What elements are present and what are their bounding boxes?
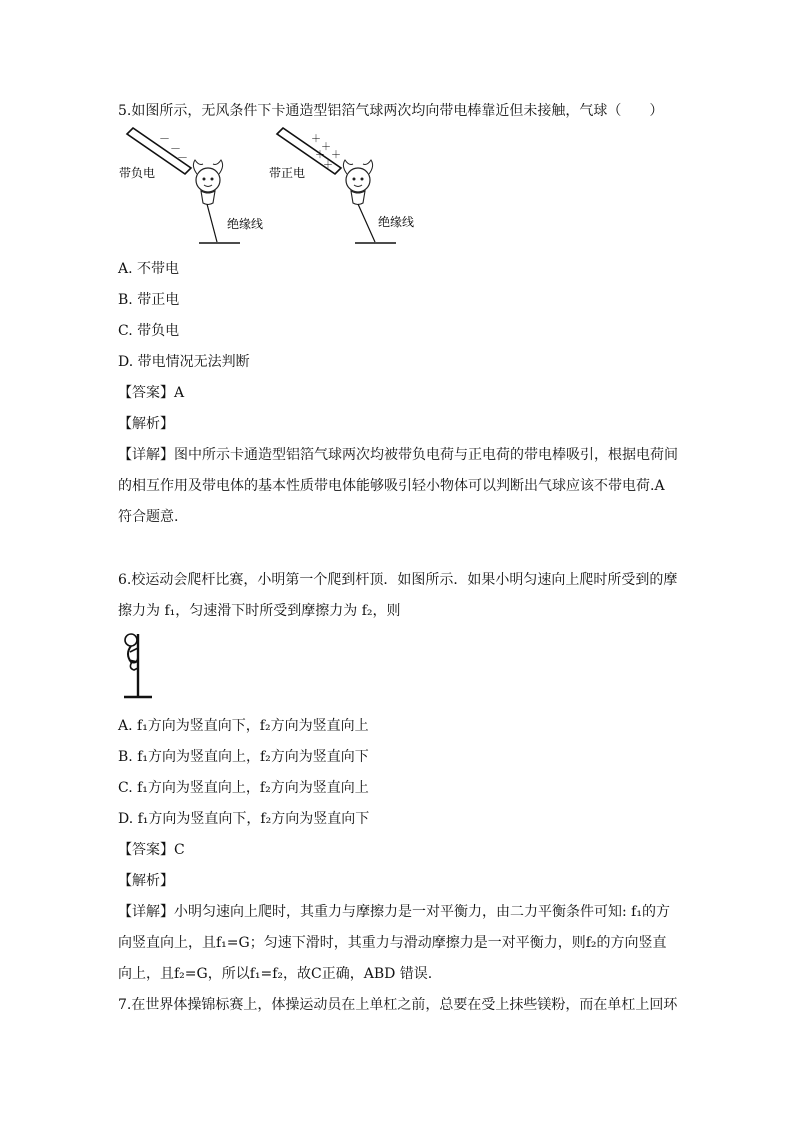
right-rod-label: 带正电 [269, 166, 306, 180]
pole-climber-svg [118, 630, 158, 702]
neg-sign-3: － [177, 151, 188, 164]
pos-sign-3: ＋ [331, 150, 341, 161]
q5-stem: 5.如图所示，无风条件下卡通造型铝箔气球两次均向带电棒靠近但未接触，气球（ ） [118, 103, 664, 119]
q6-detail-line-1: 【详解】小明匀速向上爬时，其重力与摩擦力是一对平衡力，由二力平衡条件可知: f₁的方 [118, 904, 670, 920]
balloon-character-left [193, 160, 222, 205]
q6-option-d: D. f₁方向为竖直向下，f₂方向为竖直向下 [118, 811, 370, 827]
q5-figure [115, 124, 435, 248]
q6-option-c: C. f₁方向为竖直向上，f₂方向为竖直向上 [118, 780, 369, 796]
q7-stem-line: 7.在世界体操锦标赛上，体操运动员在上单杠之前，总要在受上抹些镁粉，而在单杠上回环 [118, 997, 678, 1013]
pos-sign-1: ＋ [311, 134, 321, 145]
pos-sign-4: ＋ [315, 150, 325, 161]
thread-label-right: 绝缘线 [378, 215, 415, 229]
neg-sign-1: － [159, 132, 170, 145]
q5-option-b: B. 带正电 [118, 292, 180, 308]
q6-detail-line-2: 向竖直向上，且f₁=G；匀速下滑时，其重力与滑动摩擦力是一对平衡力，则f₂的方向竖直 [118, 935, 667, 951]
q6-stem-line-2: 擦力为 f₁，匀速滑下时所受到摩擦力为 f₂，则 [118, 603, 401, 619]
q6-option-a: A. f₁方向为竖直向下，f₂方向为竖直向上 [118, 718, 369, 734]
q5-analysis-heading: 【解析】 [118, 416, 174, 432]
q6-analysis-heading: 【解析】 [118, 873, 174, 889]
neg-sign-2: － [170, 142, 181, 155]
q5-detail-line-3: 符合题意. [118, 509, 179, 525]
right-thread [358, 204, 375, 242]
left-rod-label: 带负电 [119, 166, 156, 180]
q5-detail-line-1: 【详解】图中所示卡通造型铝箔气球两次均被带负电荷与正电荷的带电棒吸引，根据电荷间 [118, 447, 678, 463]
q5-figure-svg [115, 124, 435, 248]
q6-answer: 【答案】C [118, 842, 185, 858]
q5-detail-line-2: 的相互作用及带电体的基本性质带电体能够吸引轻小物体可以判断出气球应该不带电荷.A [118, 478, 665, 494]
pos-sign-5: ＋ [323, 160, 333, 171]
q5-option-c: C. 带负电 [118, 323, 180, 339]
q5-answer: 【答案】A [118, 385, 185, 401]
q6-detail-line-3: 向上，且f₂=G，所以f₁=f₂，故C正确，ABD 错误. [118, 966, 433, 982]
left-thread [207, 204, 217, 242]
q5-option-d: D. 带电情况无法判断 [118, 354, 250, 370]
climber-figure [125, 634, 138, 670]
q6-figure [118, 630, 158, 702]
q6-stem-line-1: 6.校运动会爬杆比赛，小明第一个爬到杆顶．如图所示．如果小明匀速向上爬时所受到的摩 [118, 572, 678, 588]
pos-sign-2: ＋ [321, 142, 331, 153]
balloon-character-right [343, 160, 372, 205]
q6-option-b: B. f₁方向为竖直向上，f₂方向为竖直向下 [118, 749, 369, 765]
q5-option-a: A. 不带电 [118, 261, 180, 277]
thread-label-left: 绝缘线 [227, 217, 264, 231]
